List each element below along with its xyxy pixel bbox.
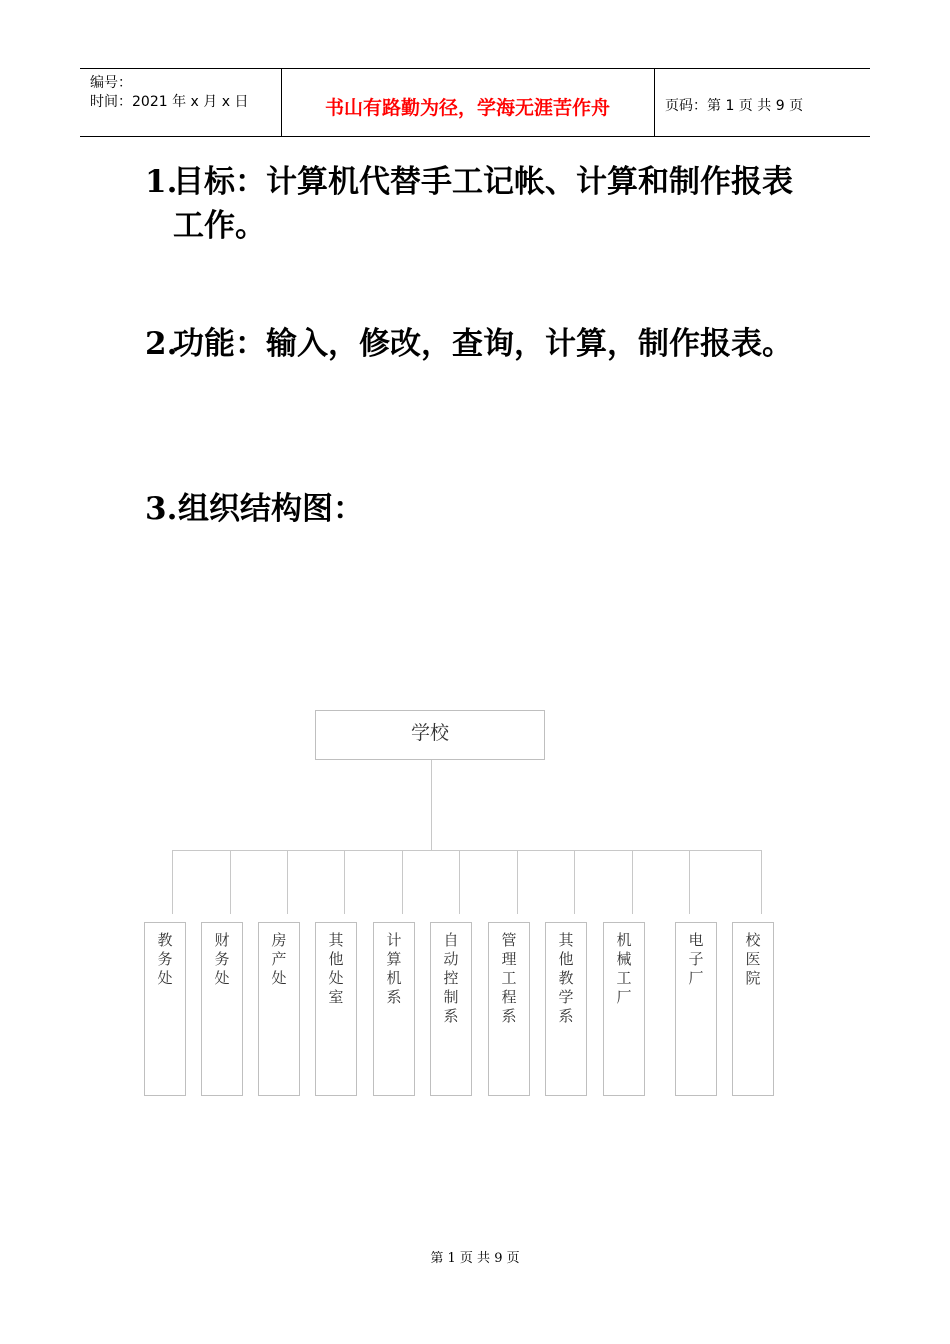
org-dept-box (732, 922, 774, 1096)
org-dept-box (430, 922, 472, 1096)
org-dept-box (603, 922, 645, 1096)
org-dept-label: 其他处室 (328, 931, 344, 1006)
motto-text: 书山有路勤为径，学海无涯苦作舟 (324, 97, 610, 119)
section-text: 目标：计算机代替手工记帐、计算和制作报表工作。 (173, 164, 793, 244)
org-dept-label: 校医院 (745, 931, 761, 987)
dept-connector (761, 850, 762, 914)
org-dept-box (258, 922, 300, 1096)
dept-connector (230, 850, 231, 914)
org-dept-label: 房产处 (271, 931, 287, 987)
dept-connector (459, 850, 460, 914)
org-dept-box (201, 922, 243, 1096)
org-dept-box (315, 922, 357, 1096)
number-label: 编号： (90, 75, 132, 91)
root-connector (431, 760, 432, 850)
dept-connector (574, 850, 575, 914)
dept-connector (517, 850, 518, 914)
page-footer: 第 1 页 共 9 页 (430, 1251, 520, 1266)
org-dept-label: 计算机系 (386, 931, 402, 1006)
dept-connector (632, 850, 633, 914)
dept-connector (344, 850, 345, 914)
section-number: 1. (145, 164, 178, 200)
branch-line (172, 850, 761, 851)
org-dept-box (373, 922, 415, 1096)
section-text: 功能：输入，修改，查询，计算，制作报表。 (173, 326, 793, 362)
org-dept-label: 管理工程系 (501, 931, 517, 1025)
org-dept-label: 其他教学系 (558, 931, 574, 1025)
section-number: 2. (145, 326, 178, 362)
org-dept-box (675, 922, 717, 1096)
org-dept-box (545, 922, 587, 1096)
dept-connector (287, 850, 288, 914)
org-dept-label: 机械工厂 (616, 931, 632, 1006)
dept-connector (689, 850, 690, 914)
org-dept-label: 财务处 (214, 931, 230, 987)
time-label: 时间：2021 年 x 月 x 日 (90, 94, 249, 110)
org-root-box: 学校 (315, 710, 545, 760)
page-info: 页码：第 1 页 共 9 页 (665, 98, 804, 114)
org-dept-box (488, 922, 530, 1096)
org-dept-label: 自动控制系 (443, 931, 459, 1025)
org-dept-label: 电子厂 (688, 931, 704, 987)
org-dept-label: 教务处 (157, 931, 173, 987)
section-text: 组织结构图： (178, 491, 364, 527)
section-number: 3. (145, 491, 178, 527)
org-dept-box (144, 922, 186, 1096)
dept-connector (402, 850, 403, 914)
dept-connector (172, 850, 173, 914)
